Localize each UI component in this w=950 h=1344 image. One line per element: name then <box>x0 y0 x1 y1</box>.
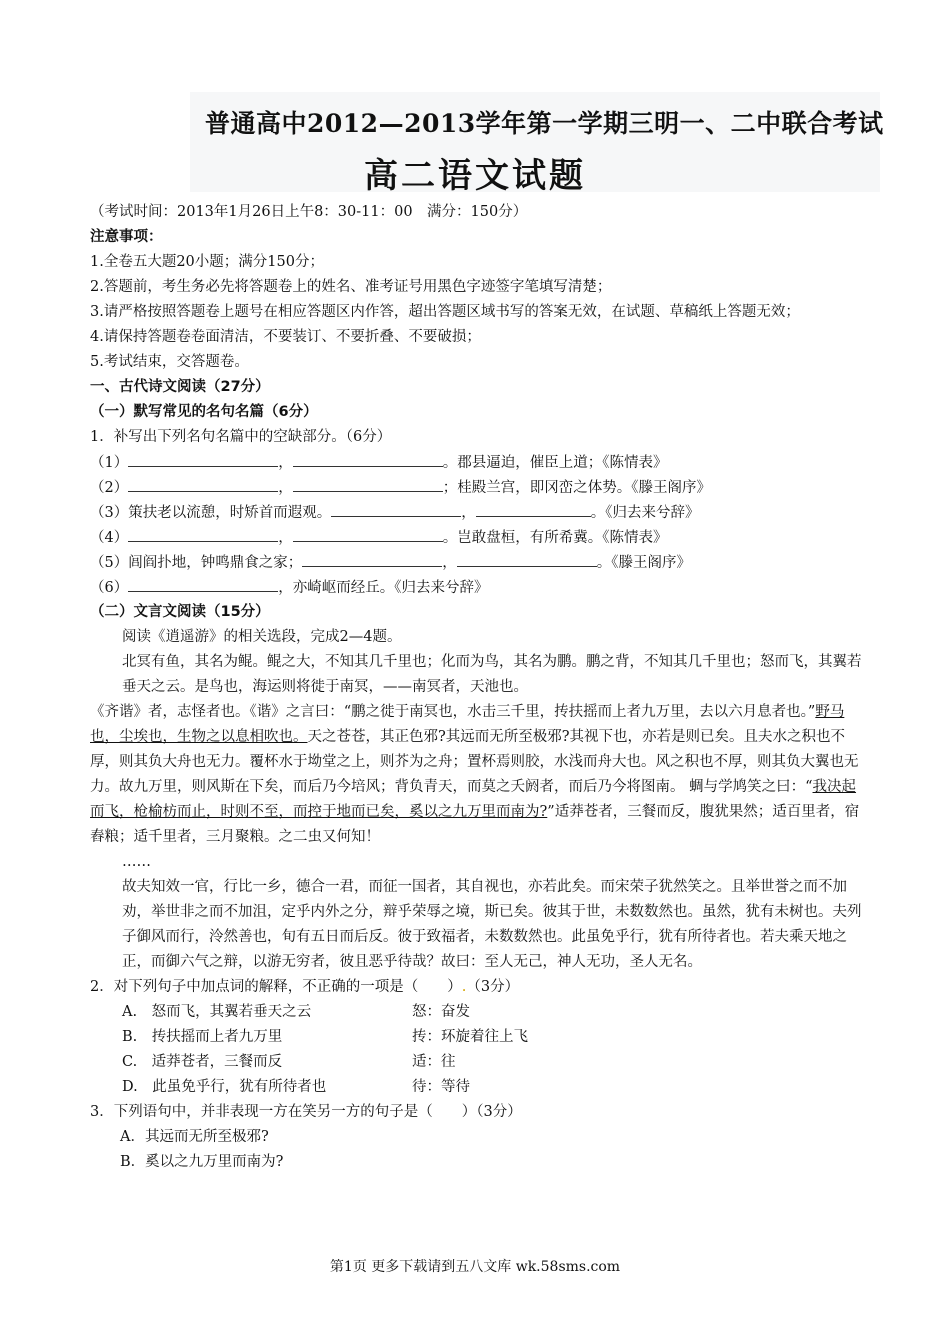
fill-line-6: （6） ，亦崎岖而经丘。《归去来兮辞》 <box>90 575 865 600</box>
passage-paragraph-3: 故夫知效一官，行比一乡，德合一君，而征一国者，其自视也，亦若此矣。而宋荣子犹然笑之。且举世誉之而不加劝，举世非之而不加沮，定乎内外之分，辩乎荣辱之境，斯已矣。彼其于世，未数数然也。虽然，犹有未树也。夫列子御风而行，泠然善也，旬有五日而后反。彼于致福者，未数数然也。此虽免乎行，犹有所待者也。若夫乘天地之正，而御六气之辩，以游无穷者，彼且恶乎待哉？故曰：至人无己，神人无功，圣人无名。 <box>122 879 862 970</box>
page-footer: 第1页 更多下载请到五八文库 wk.58sms.com <box>329 1259 621 1275</box>
passage-paragraph-1: 北冥有鱼，其名为鲲。鲲之大，不知其几千里也；化而为鸟，其名为鹏。鹏之背，不知其几千里也；怒而飞，其翼若垂天之云。是鸟也，海运则将徙于南冥，——南冥者，天池也。 <box>122 654 862 695</box>
notice-item: 3.请严格按照答题卷上题号在相应答题区内作答，超出答题区域书写的答案无效，在试题、草稿纸上答题无效； <box>90 304 800 320</box>
notice-item: 4.请保持答题卷卷面清洁，不要装订、不要折叠、不要破损； <box>90 329 481 345</box>
section1-heading: 一、古代诗文阅读（27分） <box>90 379 270 395</box>
exam-subtitle: 高二语文试题 <box>364 156 586 196</box>
answer-blank[interactable] <box>128 475 278 492</box>
answer-blank[interactable] <box>331 500 461 517</box>
option-a[interactable]: A．其远而无所至极邪? <box>120 1129 269 1145</box>
answer-blank[interactable] <box>128 450 278 467</box>
notice-item: 5.考试结束，交答题卷。 <box>90 354 249 370</box>
option-a[interactable]: A. 怒而飞，其翼若垂天之云 怒：奋发 <box>122 1004 470 1020</box>
passage-paragraph-2: 《齐谐》者，志怪者也。《谐》之言曰：“鹏之徙于南冥也，水击三千里，抟扶摇而上者九万里，去以六月息者也。”野马也，尘埃也，生物之以息相吹也。天之苍苍，其正色邪?其远而无所至极邪?其视下也，亦若是则已矣。且夫水之积也不厚，则其负大舟也无力。覆杯水于坳堂之上，则芥为之舟；置杯焉则胶，水浅而舟大也。风之积也不厚，则其负大翼也无力。故九万里，则风斯在下矣，而后乃今培风；背负青天，而莫之夭阏者，而后乃今将图南。 蜩与学鸠笑之曰：“我决起而飞，枪榆枋而止，时则不至，而控于地而已矣，奚以之九万里而南为?”适莽苍者，三餐而反，腹犹果然；适百里者，宿舂粮；适千里者，三月聚粮。之二虫又何知！ <box>90 704 860 845</box>
exam-title: 普通高中2012—2013学年第一学期三明一、二中联合考试 <box>205 109 884 138</box>
option-d[interactable]: D. 此虽免乎行，犹有所待者也 待：等待 <box>122 1079 470 1095</box>
answer-blank[interactable] <box>293 450 443 467</box>
notice-item: 1.全卷五大题20小题；满分150分； <box>90 254 324 270</box>
option-b[interactable]: B. 抟扶摇而上者九万里 抟：环旋着往上飞 <box>122 1029 528 1045</box>
part1-heading: （一）默写常见的名句名篇（6分） <box>90 404 318 420</box>
underlined-sentence: 野马也，尘埃也，生物之以息相吹也。 <box>90 704 845 745</box>
answer-blank[interactable] <box>293 475 443 492</box>
question-2: 2．对下列句子中加点词的解释，不正确的一项是（ ）.（3分） <box>90 979 520 995</box>
answer-blank[interactable] <box>302 550 442 567</box>
answer-blank[interactable] <box>293 525 443 542</box>
option-b[interactable]: B．奚以之九万里而南为? <box>120 1154 284 1170</box>
notice-heading: 注意事项： <box>90 229 163 245</box>
reading-intro: 阅读《逍遥游》的相关选段，完成2—4题。 <box>122 629 402 645</box>
ellipsis: …… <box>122 854 151 870</box>
underlined-sentence: 我决起而飞，枪榆枋而止，时则不至，而控于地而已矣，奚以之九万里而南为? <box>90 779 857 820</box>
question-3: 3．下列语句中，并非表现一方在笑另一方的句子是（ ）（3分） <box>90 1104 522 1120</box>
answer-blank[interactable] <box>476 500 591 517</box>
part2-heading: （二）文言文阅读（15分） <box>90 604 270 620</box>
answer-blank[interactable] <box>128 525 278 542</box>
answer-blank[interactable] <box>457 550 597 567</box>
fill-line-3: （3）策扶老以流憩，时矫首而遐观。 ， 。《归去来兮辞》 <box>90 500 865 525</box>
fill-line-2: （2） ， ；桂殿兰宫，即冈峦之体势。《滕王阁序》 <box>90 475 865 500</box>
question-1: 1．补写出下列名句名篇中的空缺部分。（6分） <box>90 429 392 445</box>
exam-body <box>90 200 865 1175</box>
option-c[interactable]: C. 适莽苍者，三餐而反 适：往 <box>122 1054 456 1070</box>
fill-line-4: （4） ， 。岂敢盘桓，有所希冀。《陈情表》 <box>90 525 865 550</box>
fill-line-5: （5）闾阎扑地，钟鸣鼎食之家； ， 。《滕王阁序》 <box>90 550 865 575</box>
notice-item: 2.答题前，考生务必先将答题卷上的姓名、准考证号用黑色字迹签字笔填写清楚； <box>90 279 612 295</box>
exam-info: （考试时间：2013年1月26日上午8：30-11：00 满分：150分） <box>90 204 528 220</box>
fill-line-1: （1） ， 。郡县逼迫，催臣上道；《陈情表》 <box>90 450 865 475</box>
answer-blank[interactable] <box>128 575 278 592</box>
